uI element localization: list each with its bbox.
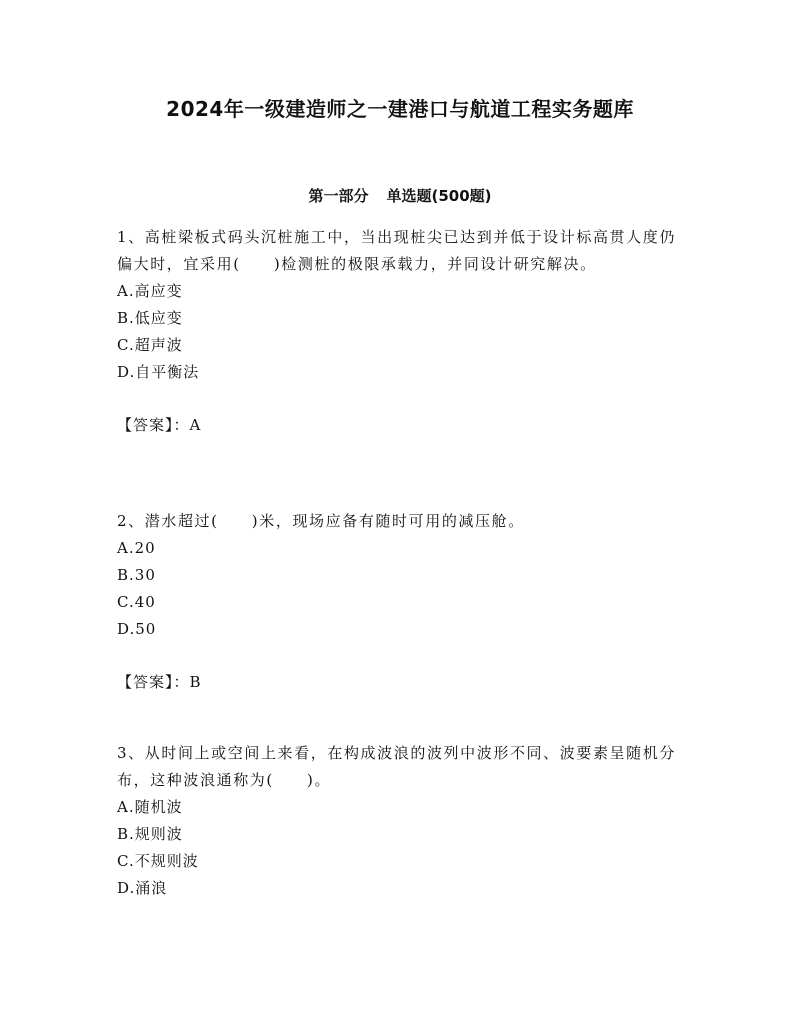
answer-label: 【答案】： <box>117 416 190 434</box>
option-list <box>117 794 687 902</box>
option-a: A.20 <box>117 539 156 557</box>
question-item <box>117 224 687 439</box>
question-stem: 3、从时间上或空间上来看，在构成波浪的波列中波形不同、波要素呈随机分布，这种波浪通称为( )。 <box>117 744 676 789</box>
answer-line <box>117 412 687 439</box>
option-b: B.低应变 <box>117 309 183 327</box>
option-list <box>117 535 687 643</box>
answer-label: 【答案】： <box>117 673 190 691</box>
option-a: A.高应变 <box>117 282 183 300</box>
document-title: 2024年一级建造师之一建港口与航道工程实务题库 <box>166 97 634 121</box>
option-d: D.涌浪 <box>117 879 168 897</box>
section-heading <box>0 184 800 208</box>
option-b: B.规则波 <box>117 825 183 843</box>
option-d: D.自平衡法 <box>117 363 200 381</box>
option-d: D.50 <box>117 620 157 638</box>
section-part-label: 第一部分 <box>308 187 369 205</box>
question-item <box>117 508 687 696</box>
option-list <box>117 278 687 386</box>
question-stem: 2、潜水超过( )米，现场应备有随时可用的减压舱。 <box>117 512 525 530</box>
answer-value: A <box>189 416 202 434</box>
option-a: A.随机波 <box>117 798 183 816</box>
question-stem: 1、高桩梁板式码头沉桩施工中，当出现桩尖已达到并低于设计标高贯人度仍偏大时，宜采用( )检测桩的极限承载力，并同设计研究解决。 <box>117 228 676 273</box>
option-c: C.40 <box>117 593 156 611</box>
section-name: 单选题(500题) <box>386 187 492 205</box>
option-c: C.超声波 <box>117 336 183 354</box>
option-b: B.30 <box>117 566 156 584</box>
option-c: C.不规则波 <box>117 852 199 870</box>
question-item <box>117 740 687 902</box>
answer-value: B <box>189 673 202 691</box>
answer-line <box>117 669 687 696</box>
